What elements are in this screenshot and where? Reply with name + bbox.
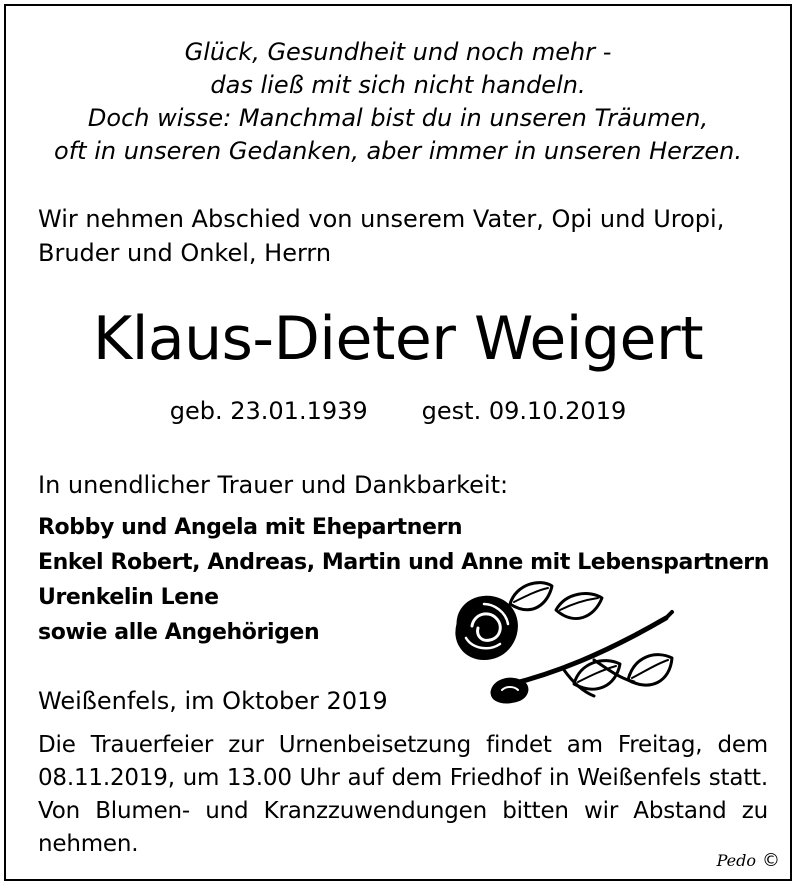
place-and-date: Weißenfels, im Oktober 2019 xyxy=(38,687,388,715)
poem-line: Glück, Gesundheit und noch mehr - xyxy=(184,38,612,66)
family-line: Urenkelin Lene xyxy=(38,585,219,610)
poem-line: das ließ mit sich nicht handeln. xyxy=(210,71,586,99)
publisher-signature xyxy=(717,850,780,871)
family-line: Enkel Robert, Andreas, Martin und Anne mit Lebenspartnern xyxy=(38,550,770,575)
mourning-line: In unendlicher Trauer und Dankbarkeit: xyxy=(38,471,509,499)
poem-line: oft in unseren Gedanken, aber immer in unseren Herzen. xyxy=(54,137,742,165)
poem xyxy=(6,36,790,168)
family-line: sowie alle Angehörigen xyxy=(38,620,320,645)
poem-line: Doch wisse: Manchmal bist du in unseren Träumen, xyxy=(87,104,709,132)
birth-date: geb. 23.01.1939 xyxy=(169,397,368,425)
intro-line: Wir nehmen Abschied von unserem Vater, Opi und Uropi, xyxy=(38,205,725,233)
rose-icon xyxy=(444,574,694,724)
deceased-name: Klaus-Dieter Weigert xyxy=(92,304,704,374)
signature-text: Pedo xyxy=(716,851,756,870)
death-date: gest. 09.10.2019 xyxy=(421,397,627,425)
family-line: Robby und Angela mit Ehepartnern xyxy=(38,515,463,540)
life-dates xyxy=(6,394,790,428)
obituary-card xyxy=(4,4,792,881)
copyright-symbol: © xyxy=(762,850,780,871)
funeral-notice: Die Trauerfeier zur Urnenbeisetzung findet am Freitag, dem 08.11.2019, um 13.00 Uhr auf dem Friedhof in Weißenfels statt. Von Blumen- und Kranzzuwendungen bitten wir Abstand zu nehmen. xyxy=(38,732,768,857)
intro-line: Bruder und Onkel, Herrn xyxy=(38,239,332,267)
farewell-intro xyxy=(38,202,724,270)
